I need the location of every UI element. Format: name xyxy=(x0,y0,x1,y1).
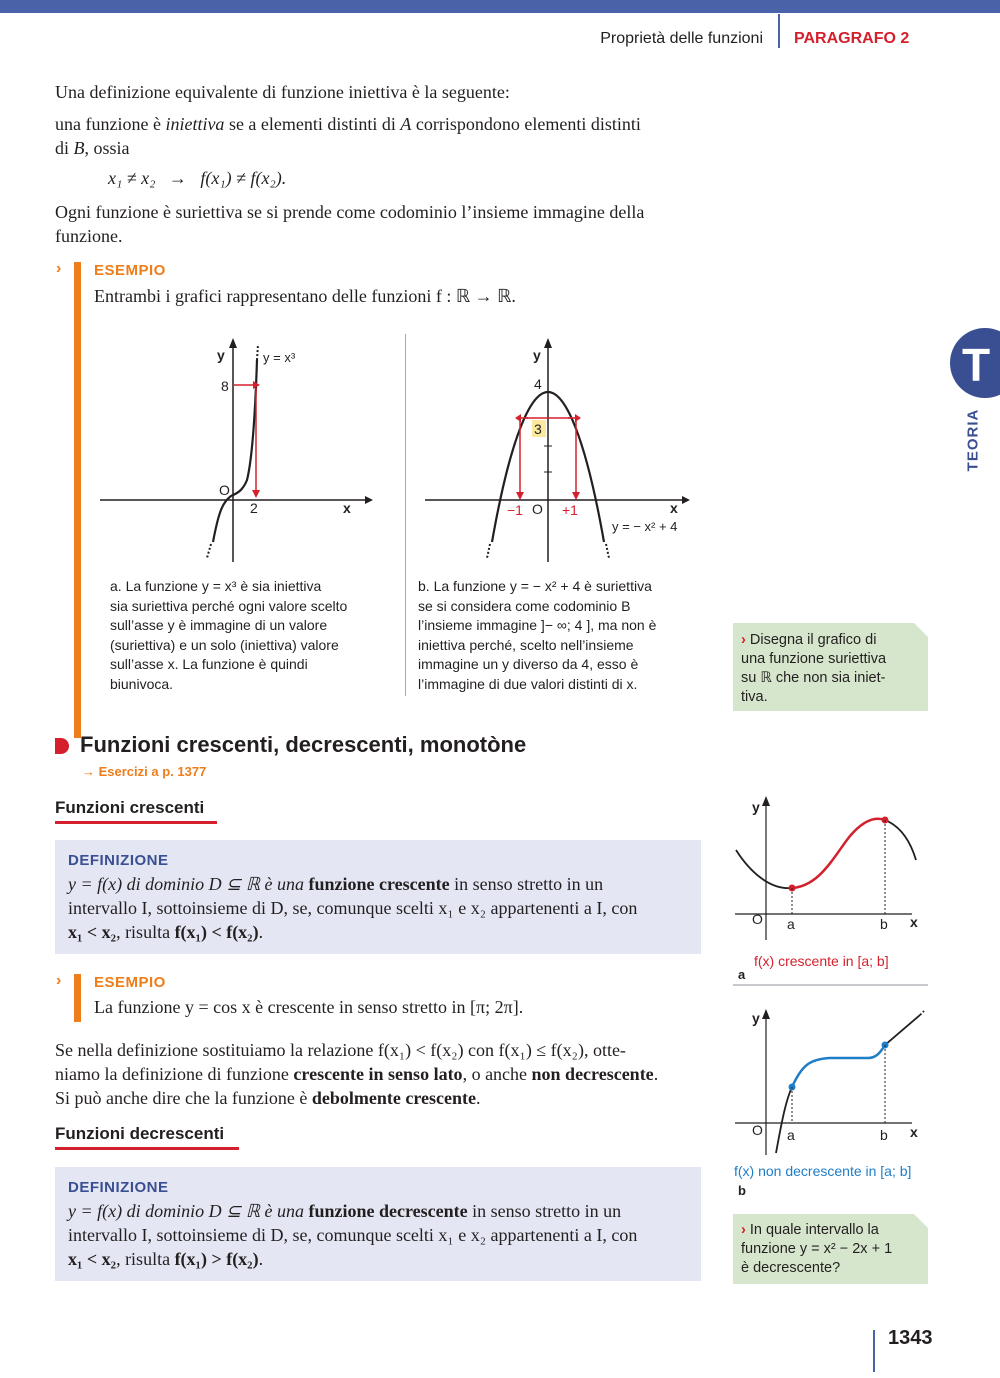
caption-a-line: sia suriettiva perché ogni valore scelto xyxy=(110,597,348,614)
x-label: x xyxy=(343,500,351,516)
definition-line1: y = f(x) di dominio D ⊆ ℝ è una funzione crescente in senso stretto in un xyxy=(68,874,604,894)
side-graph-divider xyxy=(733,984,928,986)
side-graph-non-decrescente xyxy=(730,1005,930,1165)
graph-parabola xyxy=(420,330,700,570)
example-arrow-icon: › xyxy=(56,260,62,277)
label-a: a xyxy=(787,916,795,932)
surjective-line2: funzione. xyxy=(55,226,123,246)
injective-formula: x₁ ≠ x₂ → f(x₁) ≠ f(x₂). xyxy=(108,168,287,188)
note-line: una funzione suriettiva xyxy=(741,651,887,667)
note-line: tiva. xyxy=(741,689,768,705)
curve-dash-low xyxy=(207,544,211,558)
lato-line1: Se nella definizione sostituiamo la relazione f(x₁) < f(x₂) con f(x₁) ≤ f(x₂), otte- xyxy=(55,1040,626,1060)
caption-b-line: iniettiva perché, scelto nell’insieme xyxy=(418,636,634,653)
tick-2: 2 xyxy=(250,500,258,516)
lato-line3: Si può anche dire che la funzione è debolmente crescente. xyxy=(55,1088,481,1108)
curve-left xyxy=(736,850,792,888)
caption-a-line: sull’asse x. La funzione è quindi xyxy=(110,656,308,672)
definition-label: DEFINIZIONE xyxy=(68,1179,169,1196)
caption-a-line: biunivoca. xyxy=(110,675,174,692)
subheading-underline xyxy=(55,821,217,824)
intro-line3: di B, ossia xyxy=(55,138,130,158)
red-arrowhead-icon xyxy=(516,492,524,500)
note-line: su ℝ che non sia iniet- xyxy=(741,670,886,686)
header-divider xyxy=(778,14,780,48)
definition-line2: intervallo I, sottoinsieme di D, se, comunque scelti x₁ e x₂ appartenenti a I, con xyxy=(68,898,638,918)
x-label: x xyxy=(910,914,918,930)
x-axis-arrow-icon xyxy=(365,496,373,504)
y-axis-arrow-icon xyxy=(229,338,237,348)
example-bar xyxy=(74,974,81,1022)
y-axis-arrow-icon xyxy=(762,1009,770,1019)
definition-line1: y = f(x) di dominio D ⊆ ℝ è una funzione decrescente in senso stretto in un xyxy=(68,1201,622,1221)
subheading-underline xyxy=(55,1147,239,1150)
y-axis-arrow-icon xyxy=(544,338,552,348)
y-axis-arrow-icon xyxy=(762,796,770,806)
label-b: b xyxy=(880,916,888,932)
caption-b-line: se si considera come codominio B xyxy=(418,597,631,614)
curve-dash-left xyxy=(487,544,490,558)
curve-dash xyxy=(920,1011,924,1015)
graph-divider xyxy=(405,334,406,696)
curve-nondecreasing xyxy=(792,1045,885,1087)
exercise-note-1-text xyxy=(741,631,921,707)
definition-line3: x₁ < x₂, risulta f(x₁) < f(x₂). xyxy=(68,922,264,942)
x-axis-arrow-icon xyxy=(682,496,690,504)
side-graph-crescente xyxy=(730,790,930,950)
lato-line2: niamo la definizione di funzione crescente in senso lato, o anche non decrescente. xyxy=(55,1064,659,1084)
intro-line1: Una definizione equivalente di funzione iniettiva è la seguente: xyxy=(55,82,510,102)
curve-right xyxy=(885,820,916,860)
red-arrow-icon: › xyxy=(741,1222,746,1238)
graph-cubic xyxy=(95,330,375,570)
example-arrow-icon: › xyxy=(56,972,62,989)
origin-label: O xyxy=(752,1122,763,1138)
caption-a-line: a. La funzione y = x³ è sia iniettiva xyxy=(110,578,322,594)
x-label: x xyxy=(670,500,678,516)
side-graph-a-caption: f(x) crescente in [a; b] xyxy=(754,953,889,969)
subheading-decrescenti: Funzioni decrescenti xyxy=(55,1124,225,1143)
caption-a-line: sull’asse y è immagine di un valore xyxy=(110,617,328,633)
note-text: In quale intervallo la xyxy=(749,1222,879,1238)
page-number: 1343 xyxy=(888,1327,933,1349)
note-line: funzione y = x² − 2x + 1 xyxy=(741,1241,893,1257)
caption-b-line: l’immagine di due valori distinti di x. xyxy=(418,675,638,692)
side-tab-label: TEORIA xyxy=(964,408,982,472)
y-label: y xyxy=(752,1010,760,1026)
definition-label: DEFINIZIONE xyxy=(68,852,169,869)
y-label: y xyxy=(217,347,225,363)
side-graph-b-letter: b xyxy=(738,1183,746,1198)
caption-b-line: b. La funzione y = − x² + 4 è suriettiva xyxy=(418,578,652,594)
side-graph-b-caption: f(x) non decrescente in [a; b] xyxy=(734,1163,912,1179)
curve-dash-high xyxy=(257,344,258,360)
x-label: x xyxy=(910,1124,918,1140)
caption-b-line: l’insieme immagine ]− ∞; 4 ], ma non è xyxy=(418,617,657,633)
tick-3: 3 xyxy=(534,421,542,437)
y-label: y xyxy=(533,347,541,363)
surjective-line1: Ogni funzione è suriettiva se si prende come codominio l’insieme immagine della xyxy=(55,202,645,222)
example-label: ESEMPIO xyxy=(94,974,166,991)
tick-minus1: −1 xyxy=(507,502,523,518)
exercises-link[interactable]: → Esercizi a p. 1377 xyxy=(82,764,207,779)
example-text: La funzione y = cos x è crescente in senso stretto in [π; 2π]. xyxy=(94,997,524,1017)
page-number-rule xyxy=(873,1330,875,1372)
red-arrowhead-icon xyxy=(572,492,580,500)
caption-a-line: (suriettiva) e un solo (iniettiva) valore xyxy=(110,636,339,653)
label-a: a xyxy=(787,1127,795,1143)
caption-a xyxy=(110,577,395,694)
definition-line3: x₁ < x₂, risulta f(x₁) > f(x₂). xyxy=(68,1249,264,1269)
side-graph-a-letter: a xyxy=(738,967,746,982)
curve-label: y = − x² + 4 xyxy=(612,519,678,534)
origin-label: O xyxy=(219,482,230,498)
curve-left xyxy=(776,1087,792,1153)
intro-line2: una funzione è iniettiva se a elementi distinti di A corrispondono elementi distinti xyxy=(55,114,641,134)
note-line xyxy=(741,1221,921,1240)
subheading-crescenti: Funzioni crescenti xyxy=(55,798,205,817)
tick-plus1: +1 xyxy=(562,502,578,518)
tick-4: 4 xyxy=(534,376,542,392)
y-label: y xyxy=(752,799,760,815)
note-line xyxy=(741,631,921,650)
example-text: Entrambi i grafici rappresentano delle funzioni f : ℝ → ℝ. xyxy=(94,286,516,306)
caption-b xyxy=(418,577,708,694)
paragraph-label: PARAGRAFO 2 xyxy=(794,30,910,47)
tick-8: 8 xyxy=(221,378,229,394)
red-arrowhead-icon xyxy=(252,490,260,498)
example-label: ESEMPIO xyxy=(94,262,166,279)
label-b: b xyxy=(880,1127,888,1143)
exercise-note-2-text xyxy=(741,1221,921,1278)
section-heading: Funzioni crescenti, decrescenti, monotòne xyxy=(80,732,527,757)
red-arrow-icon: › xyxy=(741,632,746,648)
note-line: è decrescente? xyxy=(741,1260,841,1276)
side-tab-letter: T xyxy=(962,339,991,391)
section-marker-icon xyxy=(55,738,69,754)
curve-dash-right xyxy=(606,544,609,558)
curve-label: y = x³ xyxy=(263,350,296,365)
section-title: Proprietà delle funzioni xyxy=(600,30,763,47)
caption-b-line: immagine un y diverso da 4, esso è xyxy=(418,656,639,672)
curve-increasing xyxy=(792,819,885,888)
origin-label: O xyxy=(532,501,543,517)
example-bar xyxy=(74,262,81,738)
definition-line2: intervallo I, sottoinsieme di D, se, comunque scelti x₁ e x₂ appartenenti a I, con xyxy=(68,1225,638,1245)
top-bar xyxy=(0,0,1000,13)
origin-label: O xyxy=(752,911,763,927)
curve-right xyxy=(885,1015,920,1045)
note-text: Disegna il grafico di xyxy=(749,632,877,648)
